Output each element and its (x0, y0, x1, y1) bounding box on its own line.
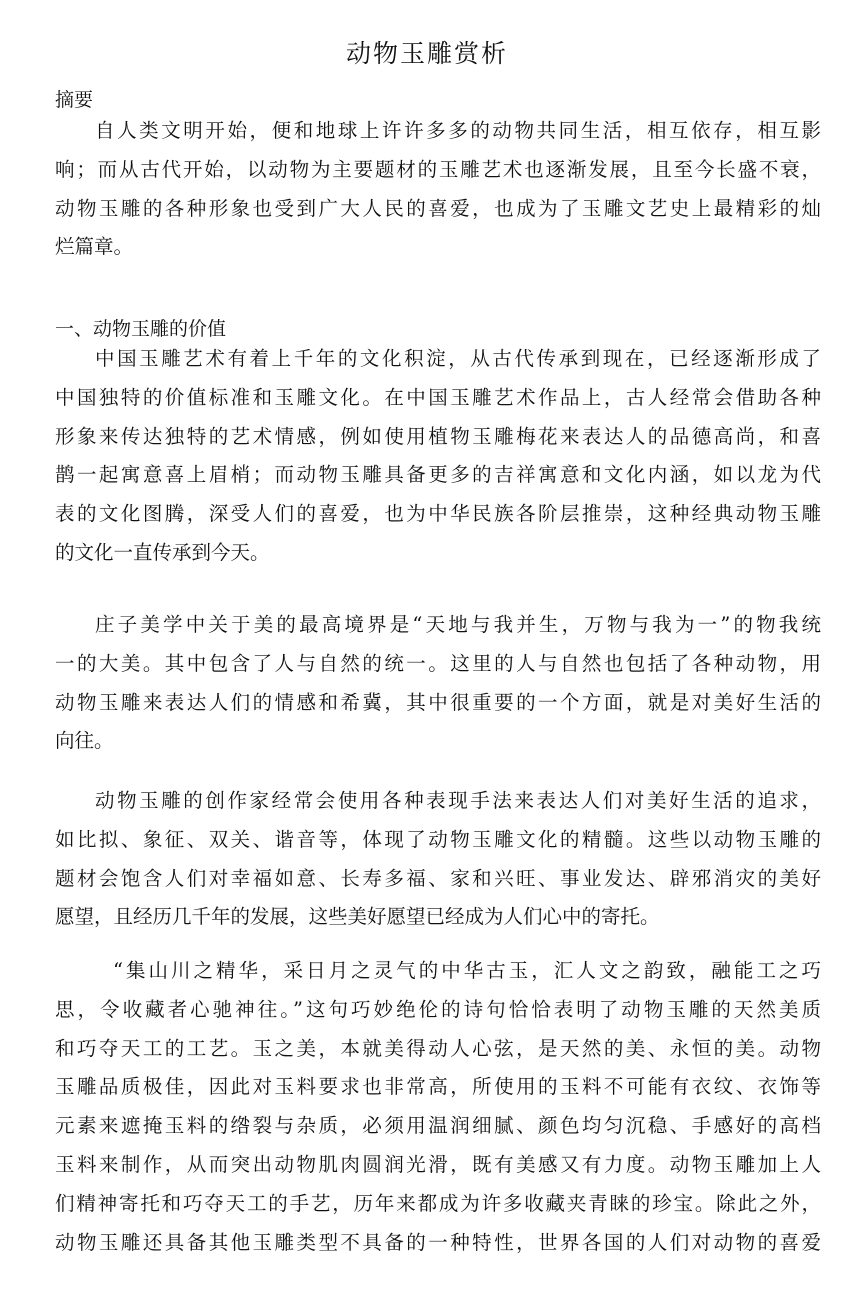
paragraph-line: 玉料来制作，从而突出动物肌肉圆润光滑，既有美感又有力度。动物玉雕加上人 (55, 1152, 821, 1176)
paragraph-line: 题材会饱含人们对幸福如意、长寿多福、家和兴旺、事业发达、辟邪消灾的美好 (55, 866, 821, 890)
paragraph-line: 烂篇章。 (55, 235, 134, 259)
paragraph-line: 和巧夺天工的工艺。玉之美，本就美得动人心弦，是天然的美、永恒的美。动物 (55, 1036, 821, 1060)
paragraph-line: 们精神寄托和巧夺天工的手艺，历年来都成为许多收藏夹青睐的珍宝。除此之外， (55, 1191, 821, 1215)
paragraph-line: 动物玉雕的创作家经常会使用各种表现手法来表达人们对美好生活的追求， (95, 789, 821, 812)
paragraph-line: 动物玉雕的各种形象也受到广大人民的喜爱，也成为了玉雕文艺史上最精彩的灿 (55, 196, 821, 220)
body-paragraph-2 (55, 606, 821, 761)
paragraph-line: 中国玉雕艺术有着上千年的文化积淀，从古代传承到现在，已经逐渐形成了 (95, 347, 821, 370)
paragraph-line: 玉雕品质极佳，因此对玉料要求也非常高，所使用的玉料不可能有衣纹、衣饰等 (55, 1075, 821, 1099)
paragraph-line: 响；而从古代开始，以动物为主要题材的玉雕艺术也逐渐发展，且至今长盛不衰， (55, 157, 821, 181)
paragraph-line: 一的大美。其中包含了人与自然的统一。这里的人与自然也包括了各种动物，用 (55, 651, 821, 675)
paragraph-line: 鹊一起寓意喜上眉梢；而动物玉雕具备更多的吉祥寓意和文化内涵，如以龙为代 (55, 463, 821, 487)
paragraph-line: 思，令收藏者心驰神往。”这句巧妙绝伦的诗句恰恰表明了动物玉雕的天然美质 (55, 997, 821, 1021)
paragraph-line: 庄子美学中关于美的最高境界是“天地与我并生，万物与我为一”的物我统 (95, 613, 821, 636)
abstract-paragraph (55, 112, 821, 267)
paragraph-line: 形象来传达独特的艺术情感，例如使用植物玉雕梅花来表达人的品德高尚，和喜 (55, 424, 821, 448)
body-paragraph-4 (55, 952, 821, 1262)
paragraph-line: 表的文化图腾，深受人们的喜爱，也为中华民族各阶层推崇，这种经典动物玉雕 (55, 502, 821, 526)
paragraph-line: 如比拟、象征、双关、谐音等，体现了动物玉雕文化的精髓。这些以动物玉雕的 (55, 827, 821, 851)
paragraph-line: 的文化一直传承到今天。 (55, 540, 270, 564)
paragraph-line: 愿望，且经历几千年的发展，这些美好愿望已经成为人们心中的寄托。 (55, 905, 660, 929)
body-paragraph-1 (55, 340, 821, 573)
paragraph-line: 元素来遮掩玉料的绺裂与杂质，必须用温润细腻、颜色均匀沉稳、手感好的高档 (55, 1114, 821, 1138)
document-title: 动物玉雕赏析 (345, 39, 508, 68)
abstract-heading: 摘要 (55, 89, 94, 111)
paragraph-line: 动物玉雕来表达人们的情感和希冀，其中很重要的一个方面，就是对美好生活的 (55, 690, 821, 714)
paragraph-line: 动物玉雕还具备其他玉雕类型不具备的一种特性，世界各国的人们对动物的喜爱 (55, 1230, 821, 1254)
paragraph-line: 中国独特的价值标准和玉雕文化。在中国玉雕艺术作品上，古人经常会借助各种 (55, 385, 821, 409)
body-paragraph-3 (55, 782, 821, 937)
paragraph-line: 向往。 (55, 729, 114, 753)
section-heading: 一、动物玉雕的价值 (55, 318, 227, 340)
paragraph-line: 自人类文明开始，便和地球上许许多多的动物共同生活，相互依存，相互影 (95, 119, 821, 142)
paragraph-line: “集山川之精华，采日月之灵气的中华古玉，汇人文之韵致，融能工之巧 (113, 959, 821, 982)
